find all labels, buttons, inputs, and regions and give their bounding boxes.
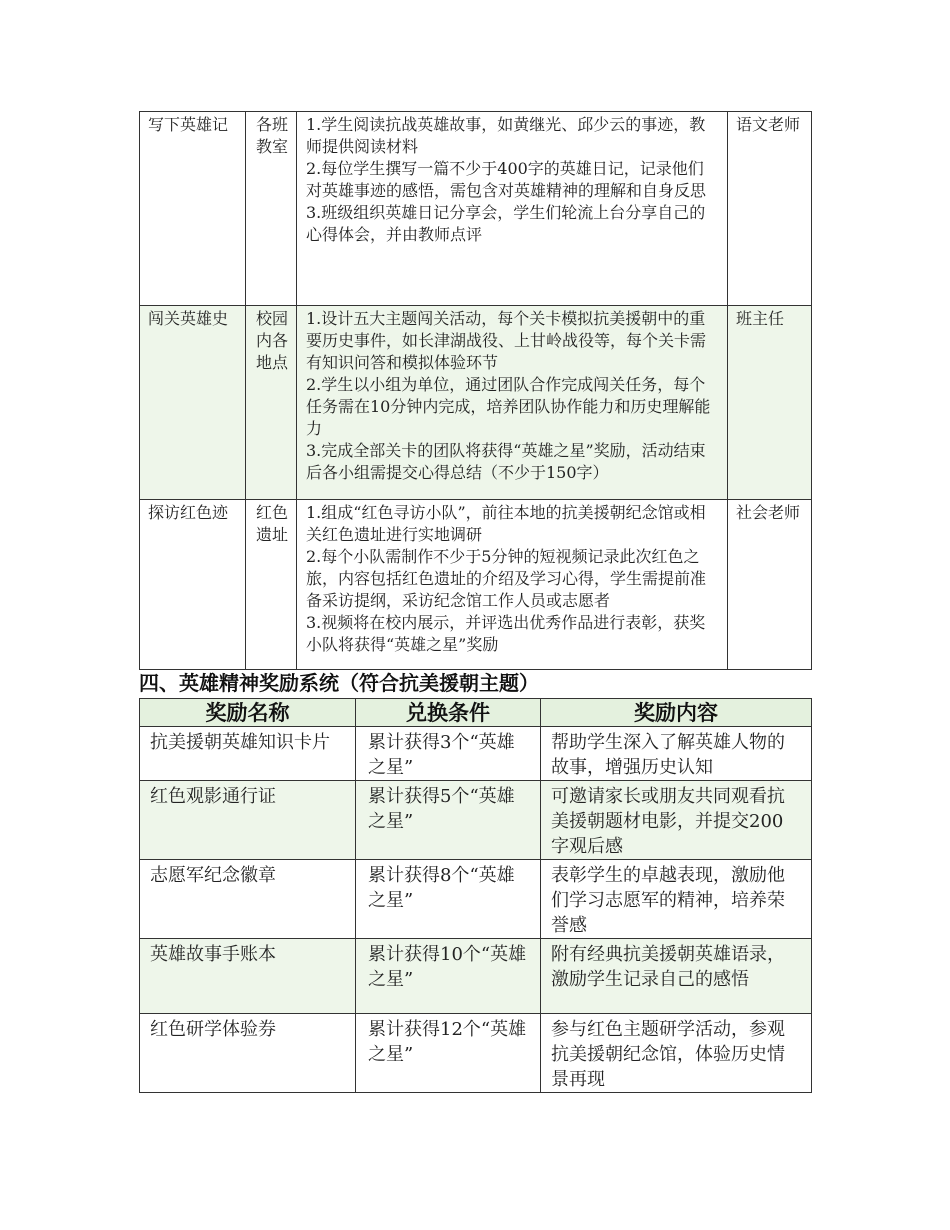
content-line: 3.班级组织英雄日记分享会，学生们轮流上台分享自己的心得体会，并由教师点评 [306, 203, 706, 244]
reward-content: 参与红色主题研学活动，参观抗美援朝纪念馆，体验历史情景再现 [541, 1014, 812, 1093]
reward-name: 红色观影通行证 [140, 781, 356, 860]
activity-teacher: 班主任 [728, 306, 812, 500]
reward-condition: 累计获得5个“英雄之星” [356, 781, 541, 860]
activity-row [140, 112, 812, 306]
activity-table [139, 111, 812, 670]
reward-condition: 累计获得10个“英雄之星” [356, 939, 541, 1014]
reward-row [140, 1014, 812, 1093]
reward-name: 抗美援朝英雄知识卡片 [140, 727, 356, 781]
content-line: 2.学生以小组为单位，通过团队合作完成闯关任务，每个任务需在10分钟内完成，培养团队协作能力和历史理解能力 [306, 375, 711, 438]
activity-content [297, 112, 728, 306]
content-line: 3.视频将在校内展示，并评选出优秀作品进行表彰，获奖小队将获得“英雄之星”奖励 [306, 613, 706, 654]
reward-header-condition: 兑换条件 [356, 699, 541, 727]
reward-content: 帮助学生深入了解英雄人物的故事，增强历史认知 [541, 727, 812, 781]
activity-location: 各班教室 [246, 112, 297, 306]
activity-content [297, 500, 728, 670]
activity-name: 闯关英雄史 [140, 306, 246, 500]
reward-content: 附有经典抗美援朝英雄语录，激励学生记录自己的感悟 [541, 939, 812, 1014]
activity-name: 写下英雄记 [140, 112, 246, 306]
reward-row [140, 860, 812, 939]
activity-content [297, 306, 728, 500]
activity-row [140, 306, 812, 500]
content-line: 2.每位学生撰写一篇不少于400字的英雄日记，记录他们对英雄事迹的感悟，需包含对英雄精神的理解和自身反思 [306, 159, 707, 200]
reward-name: 志愿军纪念徽章 [140, 860, 356, 939]
reward-condition: 累计获得12个“英雄之星” [356, 1014, 541, 1093]
reward-condition: 累计获得3个“英雄之星” [356, 727, 541, 781]
reward-row [140, 939, 812, 1014]
activity-teacher: 社会老师 [728, 500, 812, 670]
reward-table [139, 698, 812, 1093]
content-line: 2.每个小队需制作不少于5分钟的短视频记录此次红色之旅，内容包括红色遗址的介绍及学习心得，学生需提前准备采访提纲，采访纪念馆工作人员或志愿者 [306, 547, 707, 610]
content-line: 1.设计五大主题闯关活动，每个关卡模拟抗美援朝中的重要历史事件，如长津湖战役、上甘岭战役等，每个关卡需有知识问答和模拟体验环节 [306, 309, 707, 372]
reward-name: 红色研学体验券 [140, 1014, 356, 1093]
content-line: 1.组成“红色寻访小队”，前往本地的抗美援朝纪念馆或相关红色遗址进行实地调研 [306, 503, 706, 544]
reward-row [140, 781, 812, 860]
reward-header-content: 奖励内容 [541, 699, 812, 727]
reward-content: 表彰学生的卓越表现，激励他们学习志愿军的精神，培养荣誉感 [541, 860, 812, 939]
reward-name: 英雄故事手账本 [140, 939, 356, 1014]
reward-row [140, 727, 812, 781]
reward-content: 可邀请家长或朋友共同观看抗美援朝题材电影，并提交200字观后感 [541, 781, 812, 860]
activity-location: 校园内各地点 [246, 306, 297, 500]
reward-header-name: 奖励名称 [140, 699, 356, 727]
content-line: 1.学生阅读抗战英雄故事，如黄继光、邱少云的事迹，教师提供阅读材料 [306, 115, 706, 156]
reward-condition: 累计获得8个“英雄之星” [356, 860, 541, 939]
activity-row [140, 500, 812, 670]
activity-name: 探访红色迹 [140, 500, 246, 670]
reward-header-row [140, 699, 812, 727]
section-title: 四、英雄精神奖励系统（符合抗美援朝主题） [139, 671, 539, 695]
content-line: 3.完成全部关卡的团队将获得“英雄之星”奖励，活动结束后各小组需提交心得总结（不少于150字） [306, 441, 706, 482]
activity-teacher: 语文老师 [728, 112, 812, 306]
activity-location: 红色遗址 [246, 500, 297, 670]
